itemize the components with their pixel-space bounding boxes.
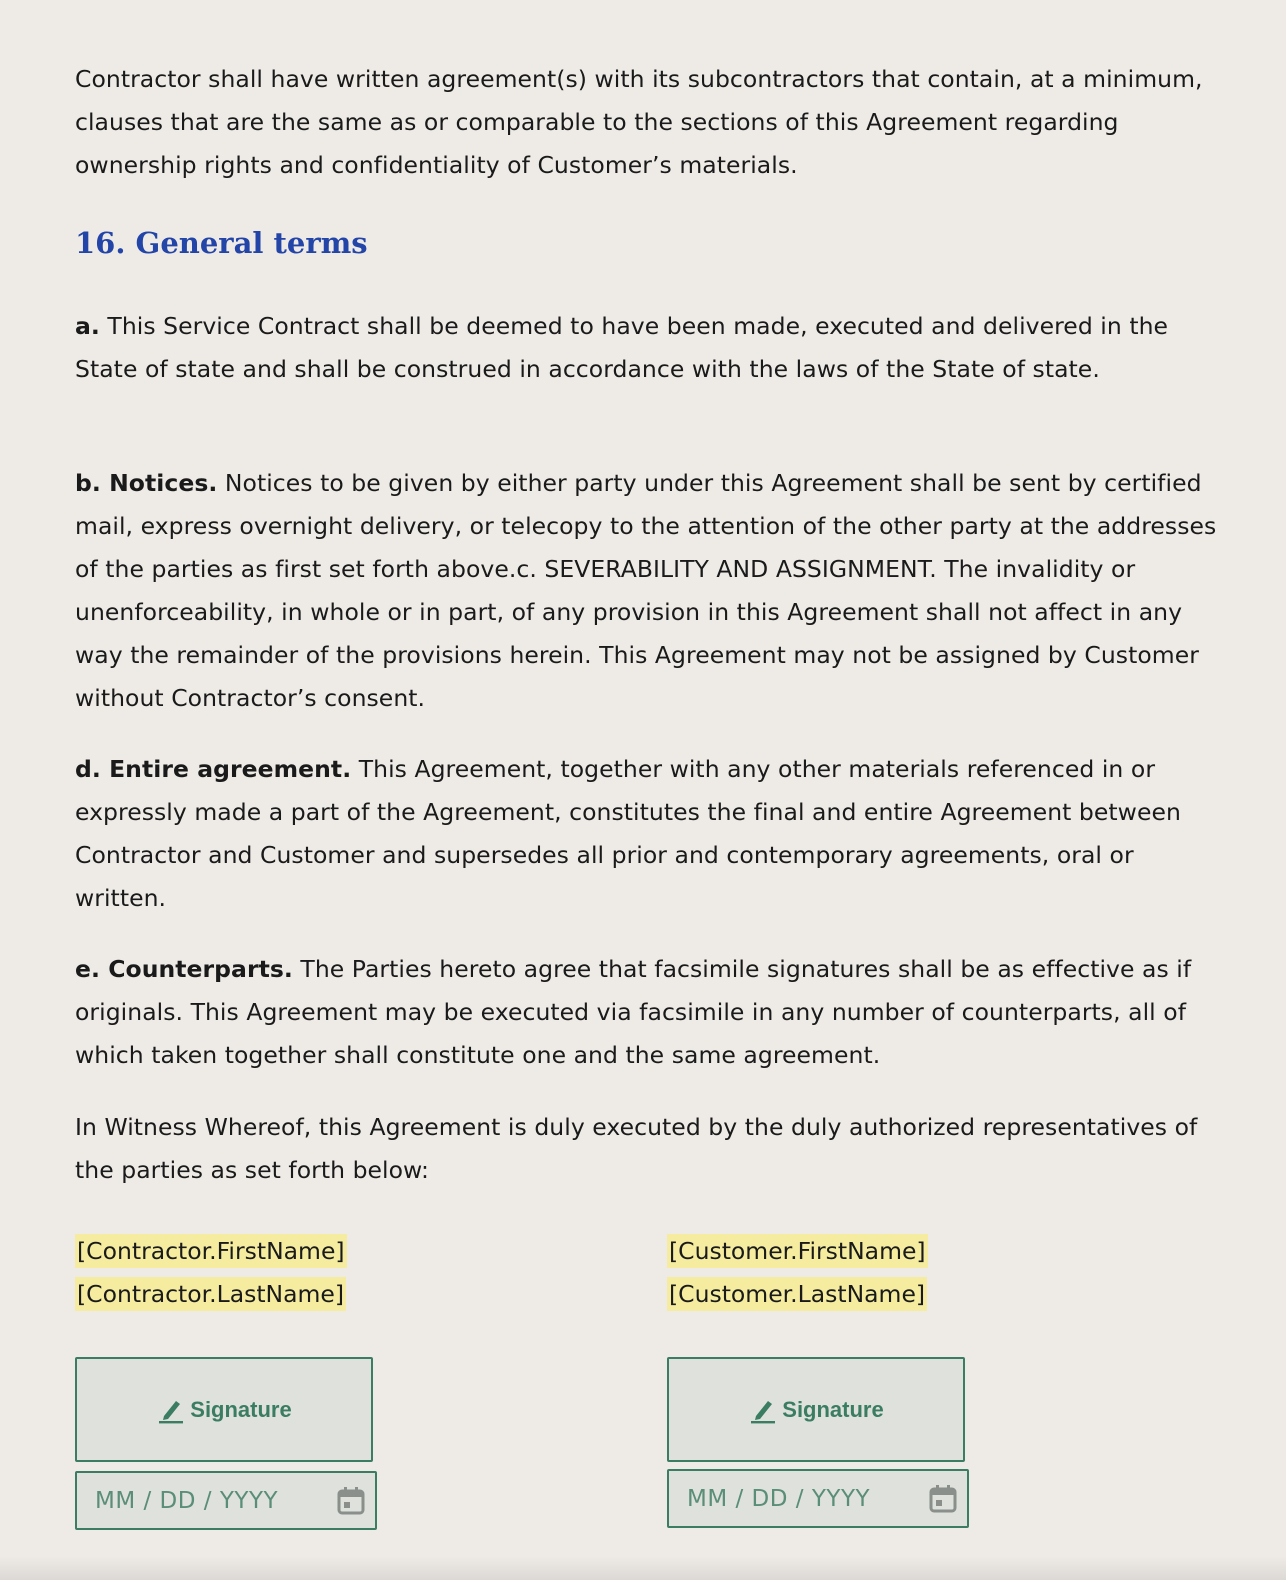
clause-e-text: The Parties hereto agree that facsimile signatures shall be as effective as if originals. This Agreement may be executed via facsimile in any number of counterparts, all of which taken together shall constitute one and the same agreement.: [75, 955, 1192, 1069]
bottom-fade: [0, 1556, 1286, 1580]
date-placeholder: MM / DD / YYYY: [95, 1487, 279, 1514]
pen-icon: [748, 1395, 778, 1425]
calendar-icon[interactable]: [927, 1483, 959, 1515]
customer-last-name: [Customer.LastName]: [667, 1277, 927, 1311]
section-title: 16. General terms: [75, 226, 368, 260]
signature-label: Signature: [190, 1396, 292, 1422]
customer-date-input[interactable]: [667, 1469, 969, 1528]
contractor-signature-field[interactable]: [75, 1357, 373, 1462]
clause-a-label: a.: [75, 312, 100, 340]
contractor-date-input[interactable]: [75, 1471, 377, 1530]
pen-icon: [156, 1395, 186, 1425]
clause-e: [75, 948, 1225, 1077]
date-placeholder: MM / DD / YYYY: [687, 1485, 871, 1512]
clause-b: [75, 462, 1225, 720]
customer-signature-block: [667, 1234, 969, 1512]
clause-d-text: This Agreement, together with any other materials referenced in or expressly made a part of the Agreement, constitutes the final and entire Agreement between Contractor and Customer and supersedes all prior and contemporary agreements, oral or written.: [75, 755, 1181, 912]
witness-paragraph: In Witness Whereof, this Agreement is duly executed by the duly authorized representatives of the parties as set forth below:: [75, 1113, 1198, 1184]
customer-signature-field[interactable]: [667, 1357, 965, 1462]
clause-b-text: Notices to be given by either party under this Agreement shall be sent by certified mail, express overnight delivery, or telecopy to the attention of the other party at the addresses of the parties as first set forth above.c. SEVERABILITY AND ASSIGNMENT. The invalidity or unenforceability, in whole or in part, of any provision in this Agreement shall not affect in any way the remainder of the provisions herein. This Agreement may not be assigned by Customer without Contractor’s consent.: [75, 469, 1217, 712]
intro-paragraph: Contractor shall have written agreement(s) with its subcontractors that contain, at a minimum, clauses that are the same as or comparable to the sections of this Agreement regarding ownership rights and confidentiality of Customer’s materials.: [75, 65, 1203, 179]
signature-label: Signature: [782, 1396, 884, 1422]
clause-d: [75, 748, 1225, 920]
contractor-first-name: [Contractor.FirstName]: [75, 1234, 347, 1268]
contractor-signature-block: [75, 1234, 377, 1514]
clause-e-label: e. Counterparts.: [75, 955, 293, 983]
calendar-icon[interactable]: [335, 1485, 367, 1517]
customer-first-name: [Customer.FirstName]: [667, 1234, 928, 1268]
clause-b-label: b. Notices.: [75, 469, 218, 497]
clause-d-label: d. Entire agreement.: [75, 755, 352, 783]
clause-a: [75, 305, 1225, 391]
clause-a-text: This Service Contract shall be deemed to have been made, executed and delivered in the State of state and shall be construed in accordance with the laws of the State of state.: [75, 312, 1169, 383]
contractor-last-name: [Contractor.LastName]: [75, 1277, 346, 1311]
